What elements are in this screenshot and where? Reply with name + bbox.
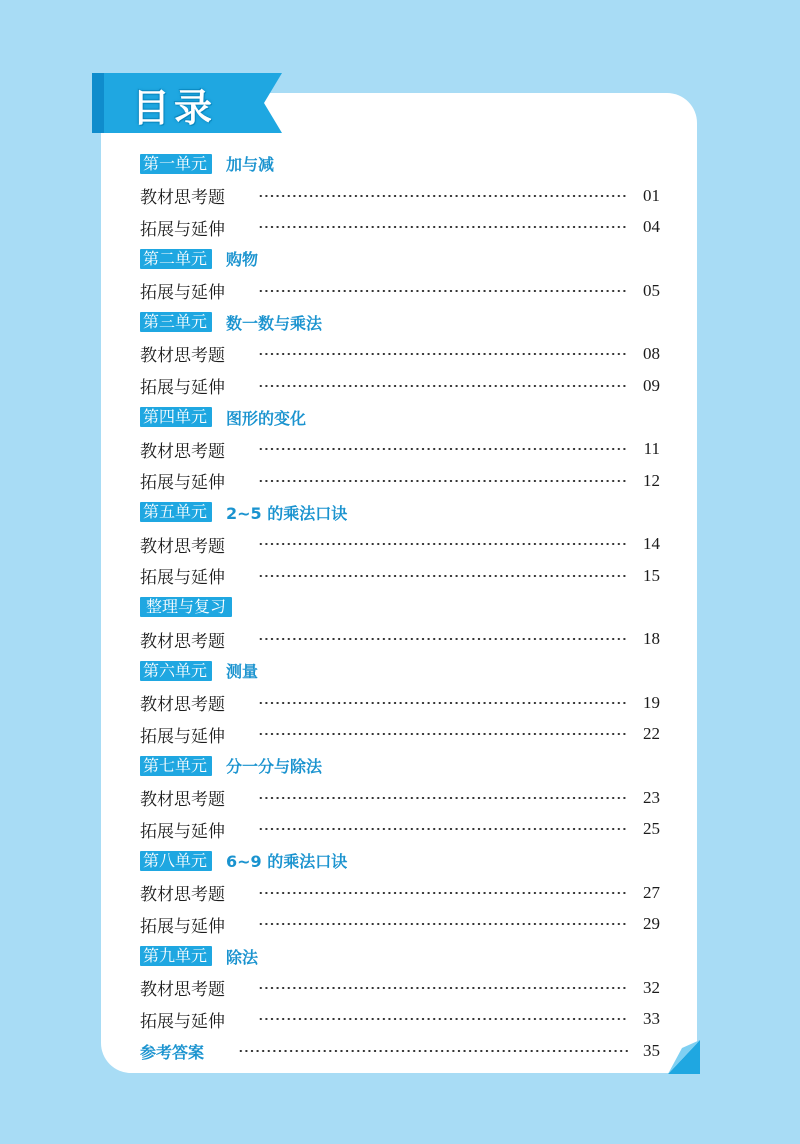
page-number: 01 [643, 185, 660, 205]
dot-leader [258, 226, 628, 228]
toc-entry[interactable] [140, 718, 660, 750]
page-number: 09 [643, 375, 660, 395]
unit-title: 加与减 [226, 155, 275, 175]
toc-entry[interactable] [140, 275, 660, 307]
page-number: 05 [643, 280, 660, 300]
page-number: 32 [643, 977, 660, 997]
unit-title: 分一分与除法 [226, 757, 323, 777]
dot-leader [258, 1018, 628, 1020]
entry-label: 教材思考题 [140, 536, 225, 557]
entry-label: 教材思考题 [140, 885, 225, 906]
toc-entry[interactable] [140, 560, 660, 592]
toc-entry[interactable] [140, 687, 660, 719]
dot-leader [258, 448, 628, 450]
dot-leader [258, 353, 628, 355]
toc-entry[interactable] [140, 180, 660, 212]
dot-leader [258, 385, 628, 387]
unit-heading[interactable] [140, 845, 660, 877]
dot-leader [258, 923, 628, 925]
toc-entry[interactable] [140, 528, 660, 560]
entry-label: 拓展与延伸 [140, 568, 225, 589]
unit-badge: 第六单元 [140, 661, 212, 681]
entry-label: 教材思考题 [140, 346, 225, 367]
page-number: 27 [643, 882, 660, 902]
unit-heading[interactable] [140, 655, 660, 687]
entry-label: 教材思考题 [140, 631, 225, 652]
page-number: 12 [643, 470, 660, 490]
toc-entry[interactable] [140, 1004, 660, 1036]
unit-title: 2~5 的乘法口诀 [226, 503, 348, 523]
dot-leader [258, 638, 628, 640]
toc-entry[interactable] [140, 623, 660, 655]
page-number: 11 [643, 439, 660, 459]
unit-badge: 第五单元 [140, 502, 212, 522]
dot-leader [258, 480, 628, 482]
dot-leader [258, 987, 628, 989]
unit-badge: 第二单元 [140, 249, 212, 269]
entry-label: 拓展与延伸 [140, 1011, 225, 1032]
unit-badge: 第四单元 [140, 407, 212, 427]
unit-badge: 第七单元 [140, 756, 212, 776]
unit-badge: 第九单元 [140, 946, 212, 966]
entry-label: 拓展与延伸 [140, 726, 225, 747]
unit-heading[interactable] [140, 592, 660, 624]
toc-entry[interactable] [140, 370, 660, 402]
unit-heading[interactable] [140, 402, 660, 434]
dot-leader [258, 543, 628, 545]
entry-label: 拓展与延伸 [140, 821, 225, 842]
unit-badge: 整理与复习 [140, 597, 232, 617]
page-number: 35 [643, 1041, 660, 1061]
dot-leader [258, 892, 628, 894]
page-number: 08 [643, 343, 660, 363]
unit-heading[interactable] [140, 940, 660, 972]
toc-entry[interactable] [140, 909, 660, 941]
toc-entry[interactable] [140, 338, 660, 370]
unit-heading[interactable] [140, 750, 660, 782]
dot-leader [258, 290, 628, 292]
unit-title: 6~9 的乘法口诀 [226, 852, 348, 872]
unit-title: 除法 [226, 947, 259, 967]
dot-leader [258, 828, 628, 830]
unit-title: 购物 [226, 250, 259, 270]
entry-label: 教材思考题 [140, 188, 225, 209]
toc-entry[interactable] [140, 433, 660, 465]
answers-label: 参考答案 [140, 1042, 205, 1062]
page-number: 15 [643, 565, 660, 585]
unit-heading[interactable] [140, 243, 660, 275]
toc-entry[interactable] [140, 972, 660, 1004]
page-number: 23 [643, 787, 660, 807]
entry-label: 拓展与延伸 [140, 916, 225, 937]
page-title: 目录 [132, 86, 217, 130]
page-number: 22 [643, 724, 660, 744]
dot-leader [258, 702, 628, 704]
page-number: 19 [643, 692, 660, 712]
dot-leader [258, 733, 628, 735]
dot-leader [238, 1050, 628, 1052]
toc-entry[interactable] [140, 877, 660, 909]
toc-entry-answers[interactable] [140, 1035, 660, 1067]
unit-badge: 第三单元 [140, 312, 212, 332]
toc-entry[interactable] [140, 813, 660, 845]
page-curl-icon [668, 1040, 700, 1074]
unit-badge: 第八单元 [140, 851, 212, 871]
page-number: 25 [643, 819, 660, 839]
unit-title: 图形的变化 [226, 408, 307, 428]
toc-entry[interactable] [140, 782, 660, 814]
dot-leader [258, 195, 628, 197]
entry-label: 拓展与延伸 [140, 378, 225, 399]
page-number: 29 [643, 914, 660, 934]
unit-heading[interactable] [140, 497, 660, 529]
entry-label: 拓展与延伸 [140, 473, 225, 494]
page-number: 33 [643, 1009, 660, 1029]
page-number: 04 [643, 217, 660, 237]
unit-heading[interactable] [140, 306, 660, 338]
entry-label: 教材思考题 [140, 441, 225, 462]
table-of-contents [140, 148, 660, 1067]
toc-entry[interactable] [140, 211, 660, 243]
page-number: 18 [643, 629, 660, 649]
entry-label: 拓展与延伸 [140, 219, 225, 240]
unit-title: 测量 [226, 662, 259, 682]
entry-label: 教材思考题 [140, 790, 225, 811]
entry-label: 教材思考题 [140, 695, 225, 716]
dot-leader [258, 575, 628, 577]
unit-badge: 第一单元 [140, 154, 212, 174]
unit-title: 数一数与乘法 [226, 313, 323, 333]
entry-label: 教材思考题 [140, 980, 225, 1001]
unit-heading[interactable] [140, 148, 660, 180]
dot-leader [258, 797, 628, 799]
title-banner [92, 73, 282, 133]
entry-label: 拓展与延伸 [140, 283, 225, 304]
page-number: 14 [643, 534, 660, 554]
toc-entry[interactable] [140, 465, 660, 497]
